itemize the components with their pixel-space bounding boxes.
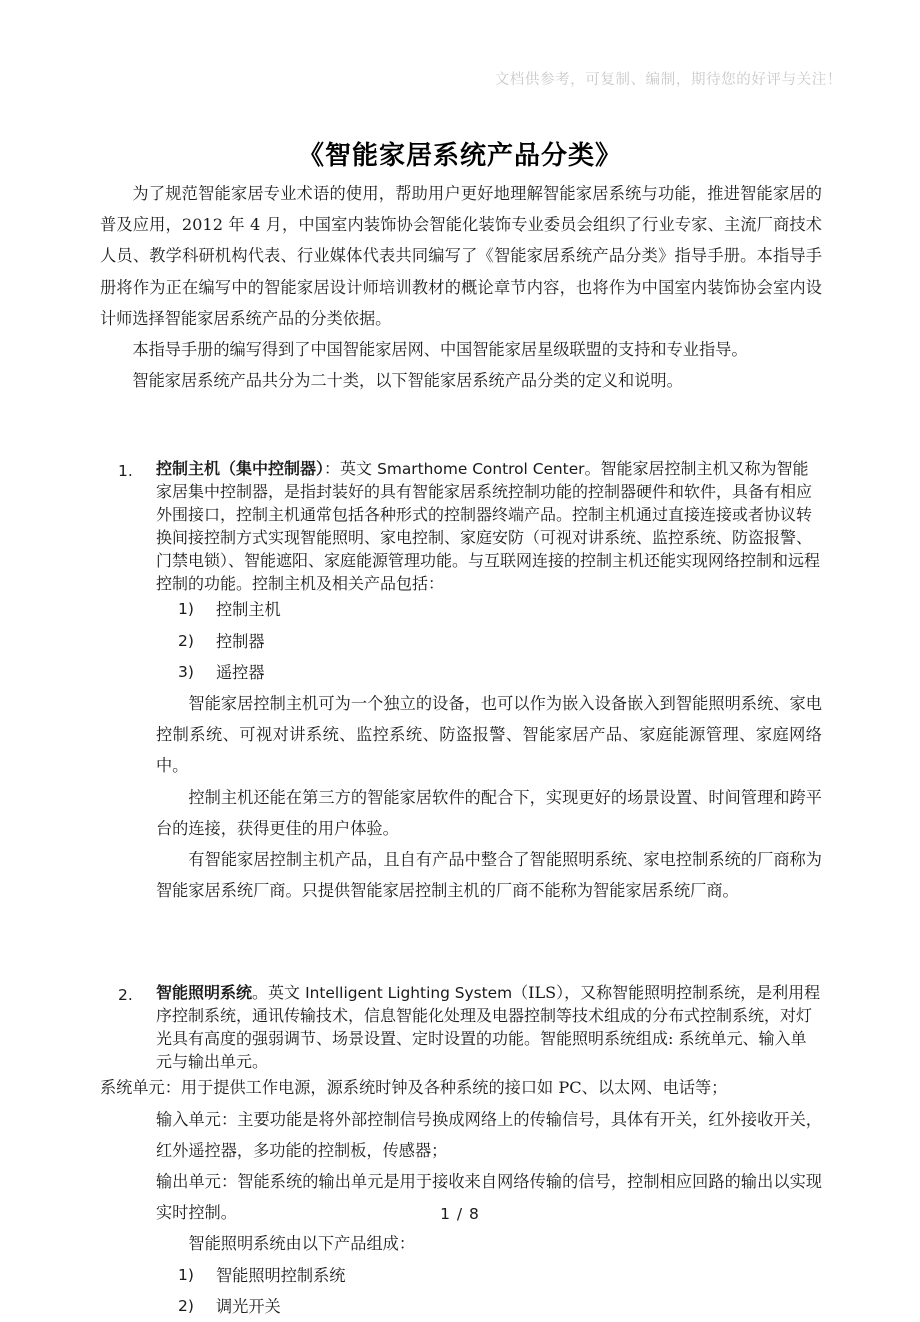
sub-list-item-2 <box>100 1260 822 1322</box>
sub-item-label: 控制主机 <box>216 600 281 620</box>
sub-item-label: 调光开关 <box>216 1296 281 1316</box>
document-header-watermark: 文档供参考，可复制、编制，期待您的好评与关注！ <box>494 72 842 88</box>
item-1-paragraph-b: 控制主机还能在第三方的智能家居软件的配合下，实现更好的场景设置、时间管理和跨平台的连接，获得更佳的用户体验。 <box>156 787 822 838</box>
page-number-footer: 1 / 8 <box>440 1205 480 1223</box>
item-lead-term: 智能照明系统 <box>156 983 253 1003</box>
unit-definition-input: 输入单元：主要功能是将外部控制信号换成网络上的传输信号，具体有开关，红外接收开关，红外遥控器，多功能的控制板，传感器； <box>156 1109 822 1160</box>
sub-item-marker: 3) <box>178 662 194 681</box>
item-2-list-intro: 智能照明系统由以下产品组成： <box>188 1234 416 1254</box>
sub-item-marker: 2) <box>178 1296 194 1315</box>
sub-item-label: 控制器 <box>216 631 265 651</box>
list-item <box>156 1291 822 1322</box>
unit-definition-system: 系统单元：用于提供工作电源，源系统时钟及各种系统的接口如 PC、以太网、电话等； <box>100 1078 728 1098</box>
intro-paragraph-3: 智能家居系统产品共分为二十类，以下智能家居系统产品分类的定义和说明。 <box>132 371 683 391</box>
list-item <box>156 657 822 688</box>
numbered-item-2 <box>100 980 822 1072</box>
item-marker: 2. <box>118 986 133 1005</box>
sub-item-marker: 2) <box>178 631 194 650</box>
sub-list-item-1 <box>100 594 822 688</box>
item-lead-term: 控制主机（集中控制器） <box>156 459 325 479</box>
section-spacer <box>100 966 822 980</box>
item-lead-separator: ：英文 <box>324 459 378 479</box>
item-1-paragraph-a: 智能家居控制主机可为一个独立的设备，也可以作为嵌入设备嵌入到智能照明系统、家电控制系统、可视对讲系统、监控系统、防盗报警、智能家居产品、家庭能源管理、家庭网络中。 <box>156 694 822 776</box>
section-spacer <box>100 906 822 966</box>
section-spacer <box>100 396 822 456</box>
list-item <box>156 594 822 625</box>
item-1-paragraph-c: 有智能家居控制主机产品，且自有产品中整合了智能照明系统、家电控制系统的厂商称为智能家居系统厂商。只提供智能家居控制主机的厂商不能称为智能家居系统厂商。 <box>156 850 822 901</box>
numbered-item-1 <box>100 456 822 594</box>
item-marker: 1. <box>118 462 133 481</box>
sub-item-label: 遥控器 <box>216 662 265 682</box>
item-latin-term: Intelligent Lighting System <box>305 984 513 1003</box>
item-lead-separator: 。英文 <box>252 983 306 1003</box>
intro-paragraph-1: 为了规范智能家居专业术语的使用，帮助用户更好地理解智能家居系统与功能，推进智能家居的普及应用，2012 年 4 月，中国室内装饰协会智能化装饰专业委员会组织了行业专家、主流厂商技术人员、教学科研机构代表、行业媒体代表共同编写了《智能家居系统产品分类》指导手册。本指导手册将作为正在编写中的智能家居设计师培训教材的概论章节内容，也将作为中国室内装饰协会室内设计师选择智能家居系统产品的分类依据。 <box>100 184 822 328</box>
item-body-text: 。智能家居控制主机又称为智能家居集中控制器，是指封装好的具有智能家居系统控制功能的控制器硬件和软件，具备有相应外围接口，控制主机通常包括各种形式的控制器终端产品。控制主机通过直接连接或者协议转换间接控制方式实现智能照明、家电控制、家庭安防（可视对讲系统、监控系统、防盗报警、门禁电锁）、智能遮阳、家庭能源管理功能。与互联网连接的控制主机还能实现网络控制和远程控制的功能。控制主机及相关产品包括： <box>156 459 821 594</box>
sub-item-marker: 1) <box>178 1265 194 1284</box>
page-title: 《智能家居系统产品分类》 <box>297 141 622 172</box>
sub-item-label: 智能照明控制系统 <box>216 1265 346 1285</box>
document-body <box>100 178 822 1322</box>
item-text <box>156 456 822 594</box>
intro-paragraph-2: 本指导手册的编写得到了中国智能家居网、中国智能家居星级联盟的支持和专业指导。 <box>132 340 748 360</box>
item-latin-term: Smarthome Control Center <box>377 460 585 479</box>
item-text <box>156 980 822 1072</box>
item-body-text: （ILS），又称智能照明控制系统，是利用程序控制系统，通讯传输技术，信息智能化处理及电器控制等技术组成的分布式控制系统，对灯光具有高度的强弱调节、场景设置、定时设置的功能。智能照明系统组成: 系统单元、输入单元与输出单元。 <box>156 983 821 1072</box>
list-item <box>156 626 822 657</box>
list-item <box>156 1260 822 1291</box>
sub-item-marker: 1) <box>178 600 194 619</box>
unit-definition-output: 输出单元：智能系统的输出单元是用于接收来自网络传输的信号，控制相应回路的输出以实现实时控制。 <box>156 1172 822 1223</box>
